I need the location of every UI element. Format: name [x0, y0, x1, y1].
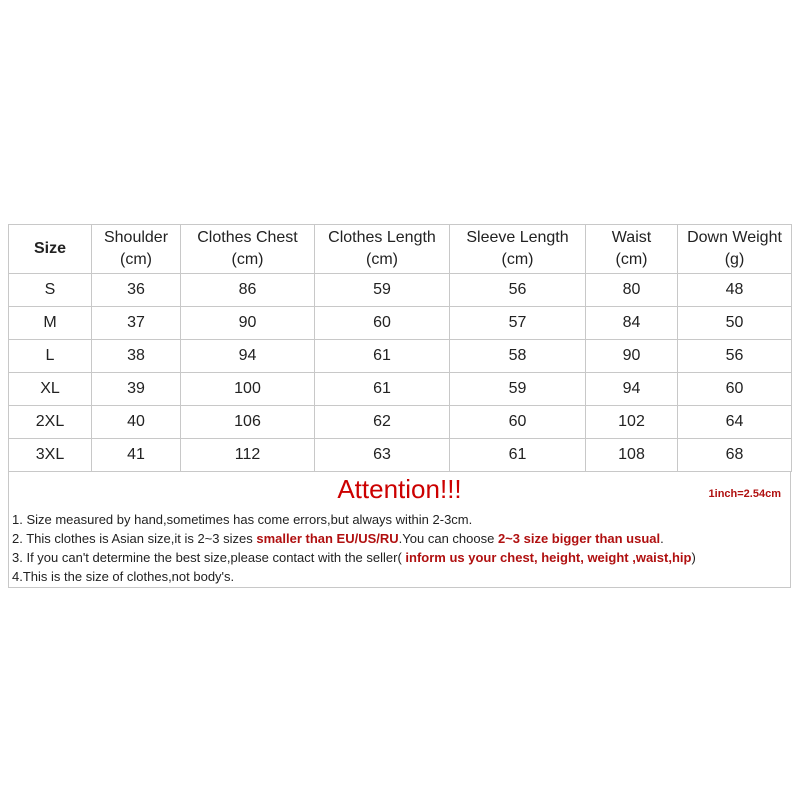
note-3-highlight: inform us your chest, height, weight ,waist,hip: [405, 550, 692, 565]
table-cell: 112: [181, 439, 315, 472]
table-cell: 102: [586, 406, 678, 439]
table-cell: 94: [586, 373, 678, 406]
table-cell: 100: [181, 373, 315, 406]
table-cell: 60: [315, 307, 450, 340]
size-chart: [8, 224, 791, 588]
header-row: [9, 225, 792, 274]
table-cell: 61: [315, 373, 450, 406]
note-2-text: 2. This clothes is Asian size,it is 2~3 sizes: [12, 531, 257, 546]
table-cell: 61: [450, 439, 586, 472]
note-2-highlight: 2~3 size bigger than usual: [497, 531, 661, 546]
header-text: (cm): [501, 251, 534, 268]
table-cell: 84: [586, 307, 678, 340]
table-row: [9, 439, 792, 472]
header-text: Shoulder: [103, 229, 169, 246]
header-text: (cm): [120, 251, 152, 268]
table-cell: 59: [315, 274, 450, 307]
table-cell: L: [9, 340, 92, 373]
table-cell: 68: [678, 439, 792, 472]
table-cell: 60: [450, 406, 586, 439]
table-cell: 2XL: [9, 406, 92, 439]
header-text: (cm): [615, 251, 648, 268]
attention-title: Attention!!!: [337, 474, 462, 504]
note-2-text: .: [660, 531, 664, 546]
table-cell: 108: [586, 439, 678, 472]
table-cell: XL: [9, 373, 92, 406]
column-header: [181, 225, 315, 274]
table-cell: 50: [678, 307, 792, 340]
table-cell: 40: [92, 406, 181, 439]
note-2: [12, 531, 664, 546]
table-cell: 58: [450, 340, 586, 373]
note-2-highlight: smaller than EU/US/RU: [256, 531, 399, 546]
table-cell: S: [9, 274, 92, 307]
table-cell: 90: [586, 340, 678, 373]
table-cell: 38: [92, 340, 181, 373]
table-cell: 48: [678, 274, 792, 307]
table-cell: 90: [181, 307, 315, 340]
column-header: [92, 225, 181, 274]
table-cell: 37: [92, 307, 181, 340]
table-row: [9, 274, 792, 307]
header-text: Down Weight: [687, 229, 782, 246]
size-table: [8, 224, 792, 472]
table-cell: 60: [678, 373, 792, 406]
table-cell: 57: [450, 307, 586, 340]
table-cell: 36: [92, 274, 181, 307]
table-cell: 64: [678, 406, 792, 439]
table-cell: 59: [450, 373, 586, 406]
column-header: [678, 225, 792, 274]
table-cell: 41: [92, 439, 181, 472]
column-header: [586, 225, 678, 274]
inch-conversion: 1inch=2.54cm: [708, 488, 781, 500]
table-cell: 39: [92, 373, 181, 406]
note-2-text: .You can choose: [398, 531, 498, 546]
note-3-text: ): [691, 550, 696, 565]
table-cell: 3XL: [9, 439, 92, 472]
header-text: Size: [33, 240, 66, 257]
table-cell: 56: [678, 340, 792, 373]
table-cell: 106: [181, 406, 315, 439]
note-3: [12, 550, 696, 565]
table-cell: 80: [586, 274, 678, 307]
header-text: Sleeve Length: [466, 229, 569, 246]
column-header: [9, 225, 92, 274]
table-cell: M: [9, 307, 92, 340]
header-text: (g): [724, 251, 745, 268]
note-1: 1. Size measured by hand,sometimes has come errors,but always within 2-3cm.: [12, 512, 473, 527]
table-row: [9, 406, 792, 439]
table-cell: 62: [315, 406, 450, 439]
column-header: [315, 225, 450, 274]
table-cell: 86: [181, 274, 315, 307]
notes-box: [8, 472, 791, 588]
header-text: (cm): [231, 251, 264, 268]
table-cell: 63: [315, 439, 450, 472]
note-4: 4.This is the size of clothes,not body's.: [12, 569, 235, 584]
table-cell: 61: [315, 340, 450, 373]
note-3-text: 3. If you can't determine the best size,please contact with the seller(: [12, 550, 406, 565]
header-text: Waist: [611, 229, 652, 246]
header-text: (cm): [366, 251, 398, 268]
table-row: [9, 373, 792, 406]
table-row: [9, 307, 792, 340]
table-cell: 94: [181, 340, 315, 373]
column-header: [450, 225, 586, 274]
table-cell: 56: [450, 274, 586, 307]
header-text: Clothes Chest: [197, 229, 298, 246]
table-row: [9, 340, 792, 373]
header-text: Clothes Length: [328, 229, 436, 246]
